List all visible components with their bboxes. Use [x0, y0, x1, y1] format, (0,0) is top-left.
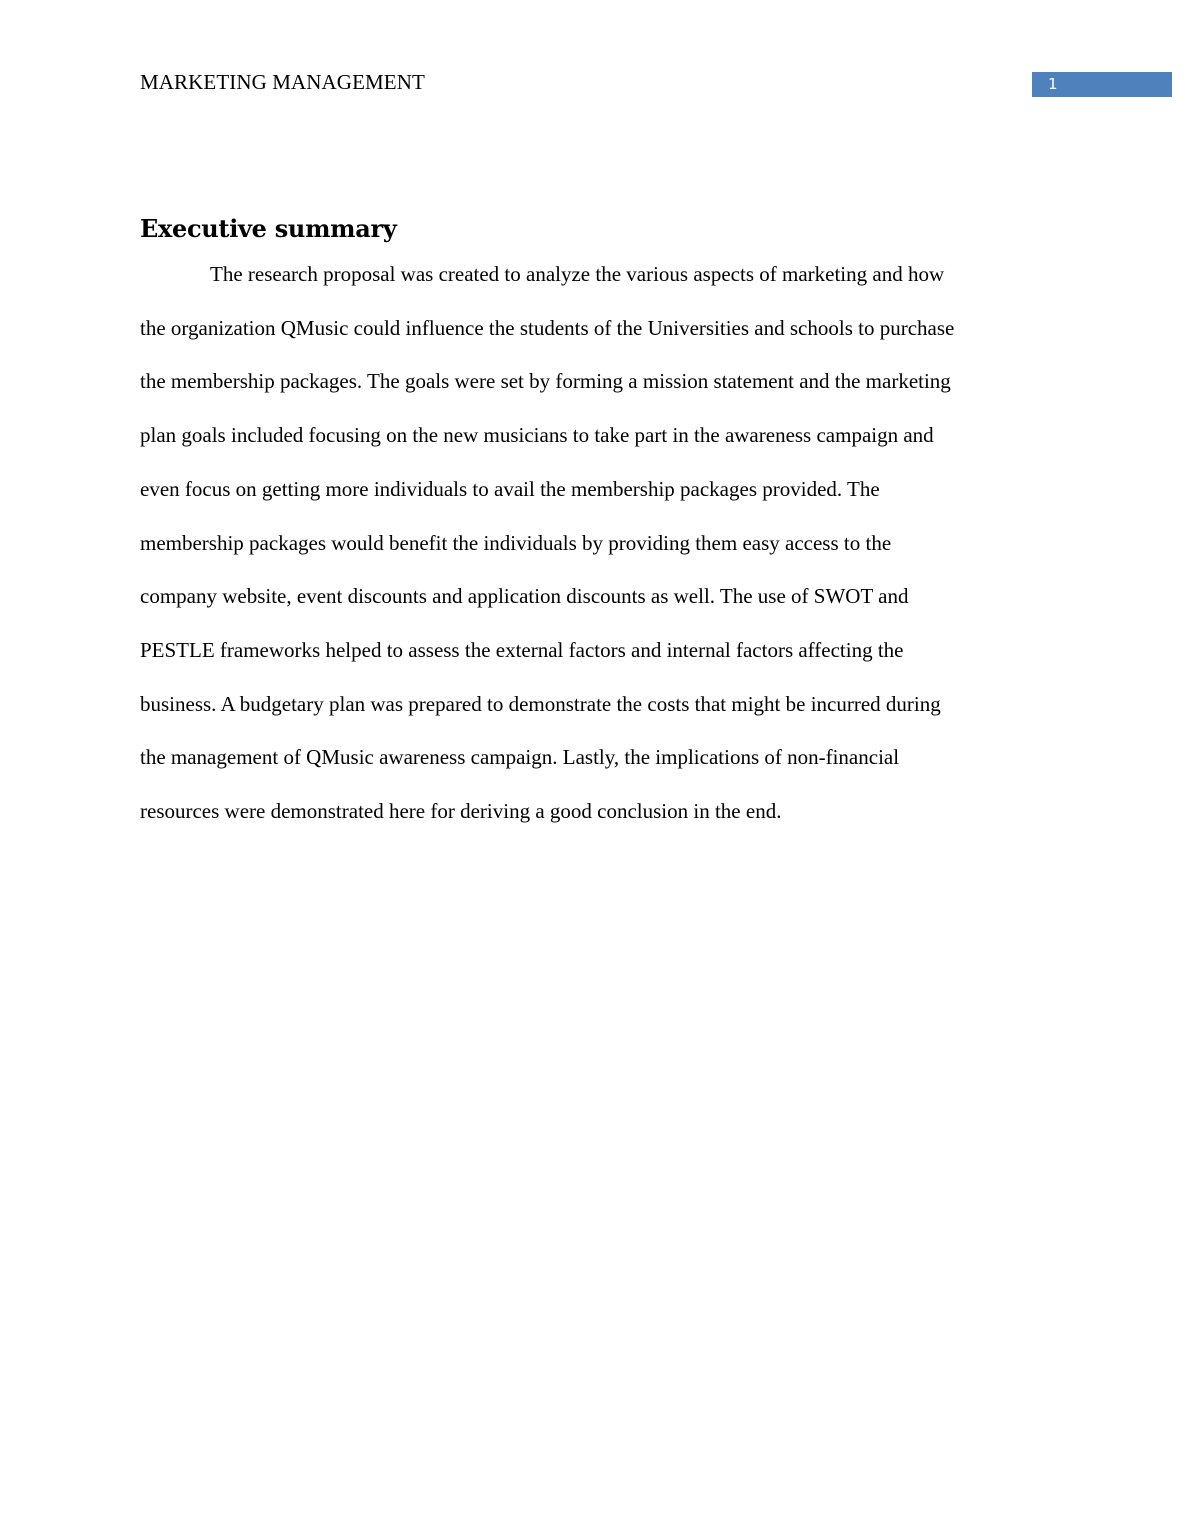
running-head: MARKETING MANAGEMENT: [140, 70, 425, 94]
paragraph-line: The research proposal was created to analyze the various aspects of marketing and how: [210, 262, 945, 286]
paragraph-line: the organization QMusic could influence the students of the Universities and schools to purchase: [140, 315, 955, 340]
page-number-box: [1032, 72, 1172, 97]
paragraph-line: the management of QMusic awareness campaign. Lastly, the implications of non-financial: [140, 745, 900, 770]
paragraph-line: company website, event discounts and application discounts as well. The use of SWOT and: [140, 584, 909, 609]
paragraph-line: the membership packages. The goals were set by forming a mission statement and the marketing: [140, 369, 951, 394]
paragraph-line: plan goals included focusing on the new musicians to take part in the awareness campaign and: [140, 423, 934, 448]
paragraph-line: even focus on getting more individuals to avail the membership packages provided. The: [140, 476, 880, 501]
paragraph-line: membership packages would benefit the individuals by providing them easy access to the: [140, 530, 892, 555]
paragraph-line: business. A budgetary plan was prepared to demonstrate the costs that might be incurred during: [140, 691, 941, 716]
paragraph-line: resources were demonstrated here for deriving a good conclusion in the end.: [140, 799, 782, 824]
section-heading: Executive summary: [140, 214, 397, 243]
paragraph-line: PESTLE frameworks helped to assess the external factors and internal factors affecting the: [140, 637, 904, 662]
page-number: 1: [1048, 75, 1058, 93]
body-paragraph: [140, 248, 1060, 839]
